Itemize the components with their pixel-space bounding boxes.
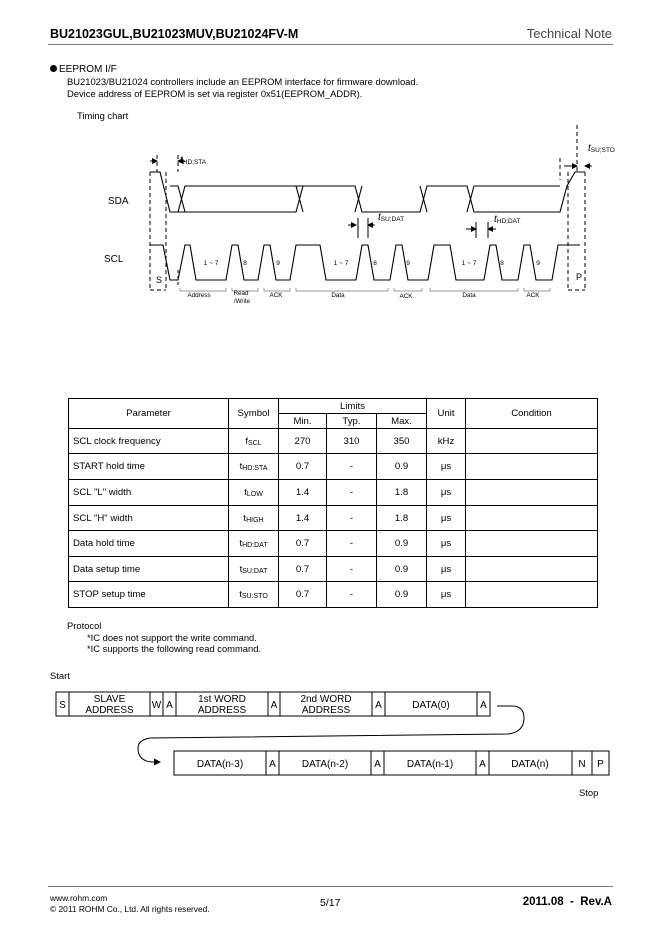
proto-slave: SLAVE bbox=[93, 694, 126, 705]
timing-chart bbox=[0, 120, 662, 310]
proto-data-n2: DATA(n-2) bbox=[301, 759, 349, 770]
pulse-label: 1 ~ 7 bbox=[333, 260, 349, 267]
proto-ack: A bbox=[269, 759, 276, 770]
table-row: SCL "H" width $t_{HIGH}$ 1.4 - 1.8 μs bbox=[69, 506, 598, 531]
bottom-label-ack: ACK bbox=[269, 292, 283, 299]
proto-2nd-word: 2nd WORD bbox=[300, 694, 352, 705]
header-condition: Condition bbox=[466, 399, 598, 429]
scl-label: SCL bbox=[104, 254, 124, 265]
bottom-label-write: /Write bbox=[233, 298, 251, 305]
section-title: EEPROM I/F bbox=[50, 64, 117, 75]
table-row: Data hold time $t_{HD:DAT}$ 0.7 - 0.9 μs bbox=[69, 531, 598, 557]
timing-parameter-table bbox=[68, 398, 598, 608]
header-parameter: Parameter bbox=[69, 399, 229, 429]
protocol-title: Protocol bbox=[67, 620, 102, 631]
pulse-label: 9 bbox=[276, 260, 280, 267]
proto-p: P bbox=[597, 759, 604, 770]
footer-divider bbox=[48, 886, 613, 887]
table-row: STOP setup time $t_{SU:STO}$ 0.7 - 0.9 μs bbox=[69, 582, 598, 608]
proto-data-n3: DATA(n-3) bbox=[196, 759, 244, 770]
table-row: SCL clock frequency $f_{SCL}$ 270 310 350 kHz bbox=[69, 429, 598, 454]
intro-line-1: BU21023/BU21024 controllers include an EEPROM interface for firmware download. bbox=[67, 76, 419, 87]
footer-copyright: © 2011 ROHM Co., Ltd. All rights reserved. bbox=[50, 904, 210, 914]
proto-ack: A bbox=[480, 700, 487, 711]
t-hd-dat-label: tHD;DAT bbox=[494, 214, 521, 225]
t-su-dat-label: tSU;DAT bbox=[378, 212, 405, 223]
protocol-line-1: *IC does not support the write command. bbox=[87, 632, 257, 643]
page-number: 5/17 bbox=[320, 897, 341, 909]
header-max: Max. bbox=[377, 414, 427, 429]
bottom-label-address: Address bbox=[187, 292, 211, 299]
start-label: Start bbox=[50, 670, 70, 681]
bottom-label-read: Read bbox=[233, 290, 249, 297]
table-row: SCL "L" width $t_{LOW}$ 1.4 - 1.8 μs bbox=[69, 480, 598, 506]
pulse-label: 9 bbox=[406, 260, 410, 267]
bottom-label-ack: ACK bbox=[526, 292, 540, 299]
proto-s: S bbox=[59, 700, 66, 711]
header-limits: Limits bbox=[279, 399, 427, 414]
timing-chart-caption: Timing chart bbox=[77, 110, 129, 121]
header-unit: Unit bbox=[427, 399, 466, 429]
pulse-label: 8 bbox=[373, 260, 377, 267]
header-min: Min. bbox=[279, 414, 327, 429]
proto-w: W bbox=[151, 700, 162, 711]
bottom-label-ack: ACK bbox=[399, 293, 413, 300]
proto-data-n: DATA(n) bbox=[511, 759, 549, 770]
read-command-diagram bbox=[0, 685, 662, 785]
sda-label: SDA bbox=[108, 196, 129, 207]
stop-label: Stop bbox=[579, 787, 599, 798]
footer-left bbox=[50, 893, 210, 915]
bottom-label-data: Data bbox=[462, 292, 476, 299]
proto-1st-word: 1st WORD bbox=[198, 694, 246, 705]
proto-ack: A bbox=[479, 759, 486, 770]
technical-note-label: Technical Note bbox=[526, 26, 612, 41]
t-hd-sta-label: tHD;STA bbox=[180, 155, 207, 166]
footer-url: www.rohm.com bbox=[50, 893, 108, 903]
document-title: BU21023GUL,BU21023MUV,BU21024FV-M bbox=[50, 27, 299, 41]
t-su-sto-label: tSU;STO bbox=[588, 143, 615, 154]
sda-waveform bbox=[150, 172, 585, 212]
proto-nack: N bbox=[578, 759, 586, 770]
pulse-label: 8 bbox=[500, 260, 504, 267]
proto-2nd-word-address: ADDRESS bbox=[301, 705, 351, 716]
intro-line-2: Device address of EEPROM is set via register 0x51(EEPROM_ADDR). bbox=[67, 88, 363, 99]
table-row: Data setup time $t_{SU:DAT}$ 0.7 - 0.9 μs bbox=[69, 557, 598, 582]
proto-slave-address: ADDRESS bbox=[85, 705, 134, 716]
protocol-line-2: *IC supports the following read command. bbox=[87, 643, 262, 654]
pulse-label: 9 bbox=[536, 260, 540, 267]
header-divider bbox=[48, 44, 613, 45]
bottom-label-data: Data bbox=[331, 292, 345, 299]
proto-data-n1: DATA(n-1) bbox=[406, 759, 454, 770]
revision: 2011.08 - Rev.A bbox=[522, 896, 612, 908]
proto-ack: A bbox=[375, 700, 382, 711]
proto-1st-word-address: ADDRESS bbox=[197, 705, 247, 716]
proto-data0: DATA(0) bbox=[412, 700, 450, 711]
header-typ: Typ. bbox=[327, 414, 377, 429]
header-symbol: Symbol bbox=[229, 399, 279, 429]
proto-ack: A bbox=[374, 759, 381, 770]
pulse-label: 1 ~ 7 bbox=[203, 260, 219, 267]
table-row: START hold time $t_{HD:STA}$ 0.7 - 0.9 μs bbox=[69, 454, 598, 480]
bullet-icon bbox=[50, 65, 57, 72]
stop-condition-label: P bbox=[576, 272, 583, 282]
start-condition-label: S bbox=[156, 275, 163, 285]
pulse-label: 8 bbox=[243, 260, 247, 267]
pulse-label: 1 ~ 7 bbox=[461, 260, 477, 267]
proto-ack: A bbox=[270, 700, 278, 711]
proto-ack: A bbox=[166, 700, 173, 711]
